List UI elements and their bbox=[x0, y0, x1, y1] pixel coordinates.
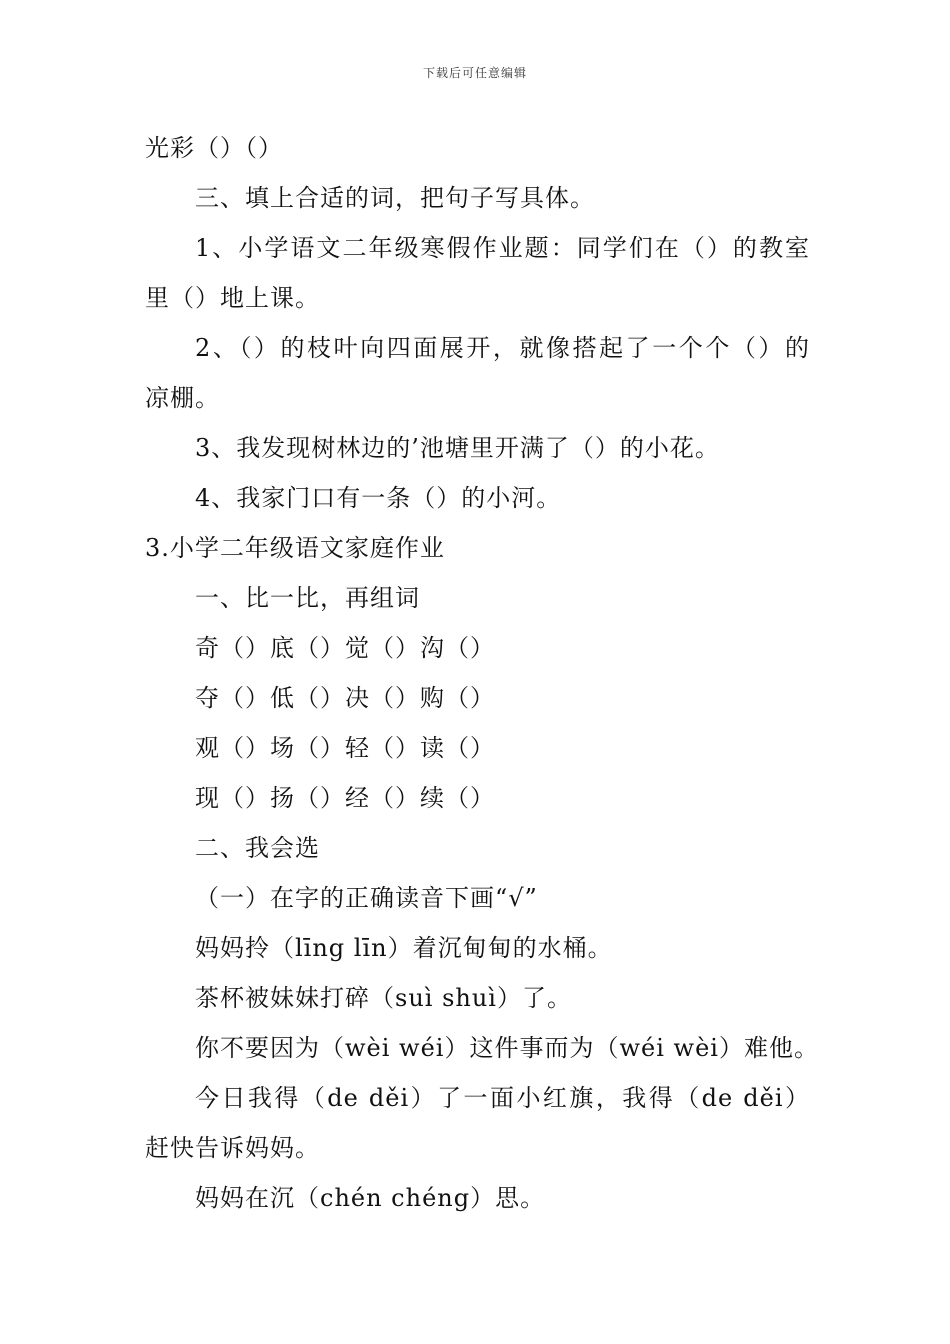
text-line: 凉棚。 bbox=[145, 384, 220, 412]
document-body bbox=[145, 128, 819, 1228]
text-line: 1、小学语文二年级寒假作业题：同学们在（）的教室 bbox=[195, 234, 810, 262]
text-line: 里（）地上课。 bbox=[145, 284, 320, 312]
text-line: 观（）场（）轻（）读（） bbox=[195, 734, 495, 762]
text-line: 妈妈拎（līng līn）着沉甸甸的水桶。 bbox=[195, 934, 613, 962]
section-heading: 一、比一比，再组词 bbox=[195, 584, 420, 612]
text-line: 茶杯被妹妹打碎（suì shuì）了。 bbox=[195, 984, 572, 1012]
text-line: 现（）扬（）经（）续（） bbox=[195, 784, 495, 812]
text-line: 奇（）底（）觉（）沟（） bbox=[195, 634, 495, 662]
text-line: 4、我家门口有一条（）的小河。 bbox=[195, 484, 562, 512]
text-line: 你不要因为（wèi wéi）这件事而为（wéi wèi）难他。 bbox=[195, 1034, 819, 1062]
text-line: 3、我发现树林边的’池塘里开满了（）的小花。 bbox=[195, 434, 720, 462]
text-line: 2、（）的枝叶向四面展开，就像搭起了一个个（）的 bbox=[195, 334, 810, 362]
section-heading: 三、填上合适的词，把句子写具体。 bbox=[195, 184, 595, 212]
text-line: 光彩（）（） bbox=[145, 134, 283, 162]
text-line: 妈妈在沉（chén chéng）思。 bbox=[195, 1184, 546, 1212]
text-line: 赶快告诉妈妈。 bbox=[145, 1134, 320, 1162]
section-title: 3.小学二年级语文家庭作业 bbox=[145, 534, 445, 562]
text-line: 夺（）低（）决（）购（） bbox=[195, 684, 495, 712]
text-line: （一）在字的正确读音下画“√” bbox=[195, 884, 538, 912]
text-line: 今日我得（de děi）了一面小红旗，我得（de děi） bbox=[195, 1084, 810, 1112]
section-heading: 二、我会选 bbox=[195, 834, 320, 862]
page-header-note: 下载后可任意编辑 bbox=[422, 66, 527, 80]
